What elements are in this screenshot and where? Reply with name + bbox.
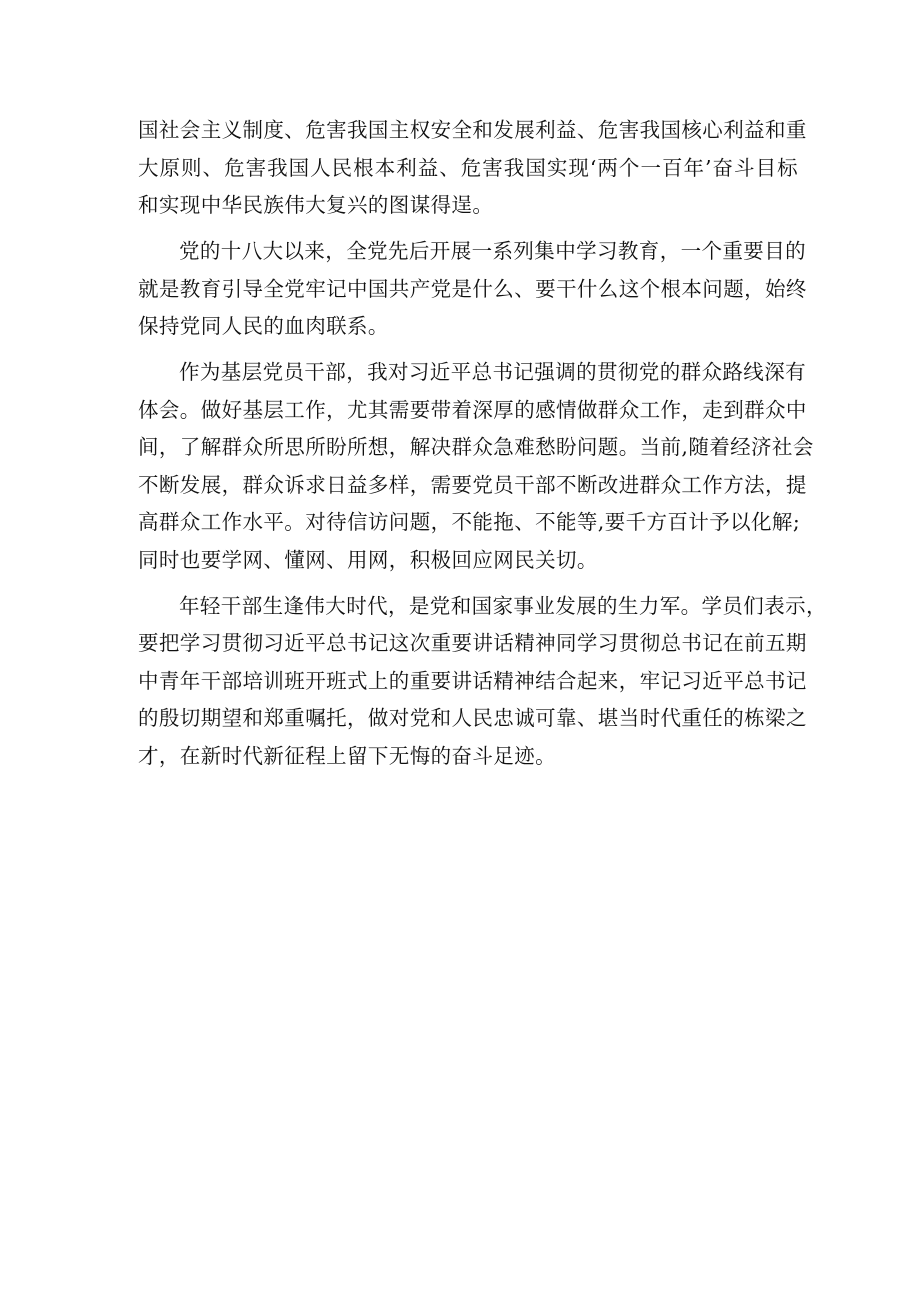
paragraph-3 — [138, 354, 814, 579]
paragraph-line: 高群众工作水平。对待信访问题，不能拖、不能等,要千方百计予以化解; — [138, 510, 801, 534]
paragraph-line: 作为基层党员干部，我对习近平总书记强调的贯彻党的群众路线深有 — [179, 360, 806, 384]
paragraph-line: 党的十八大以来，全党先后开展一系列集中学习教育，一个重要目的 — [179, 239, 806, 263]
paragraph-line: 不断发展，群众诉求日益多样，需要党员干部不断改进群众工作方法，提 — [138, 472, 807, 497]
paragraph-line: 中青年干部培训班开班式上的重要讲话精神结合起来，牢记习近平总书记 — [138, 668, 807, 693]
paragraph-line: 的殷切期望和郑重嘱托，做对党和人民忠诚可靠、堪当时代重任的栋梁之 — [138, 706, 807, 730]
paragraph-spacer — [138, 346, 798, 355]
paragraph-line: 要把学习贯彻习近平总书记这次重要讲话精神同学习贯彻总书记在前五期 — [138, 631, 807, 655]
paragraph-spacer — [138, 225, 798, 234]
paragraph-4 — [138, 588, 827, 776]
paragraph-spacer — [138, 579, 798, 588]
document-body — [138, 112, 827, 775]
paragraph-line: 和实现中华民族伟大复兴的图谋得逞。 — [138, 193, 494, 217]
paragraph-line: 体会。做好基层工作，尤其需要带着深厚的感情做群众工作，走到群众中 — [138, 397, 807, 422]
paragraph-2 — [138, 233, 807, 346]
paragraph-line: 间，了解群众所思所盼所想，解决群众急难愁盼问题。当前,随着经济社会 — [138, 435, 814, 459]
paragraph-line: 保持党同人民的血肉联系。 — [138, 314, 389, 338]
paragraph-line: 同时也要学网、懂网、用网，积极回应网民关切。 — [138, 547, 598, 572]
paragraph-line: 才，在新时代新征程上留下无悔的奋斗足迹。 — [138, 743, 556, 768]
paragraph-1 — [138, 112, 807, 225]
paragraph-line: 就是教育引导全党牢记中国共产党是什么、要干什么这个根本问题，始终 — [138, 276, 807, 301]
paragraph-line: 年轻干部生逢伟大时代，是党和国家事业发展的生力军。学员们表示， — [179, 593, 827, 618]
paragraph-line: 大原则、危害我国人民根本利益、危害我国实现‘两个一百年’奋斗目标 — [138, 155, 798, 180]
paragraph-line: 国社会主义制度、危害我国主权安全和发展利益、危害我国核心利益和重 — [138, 118, 807, 142]
